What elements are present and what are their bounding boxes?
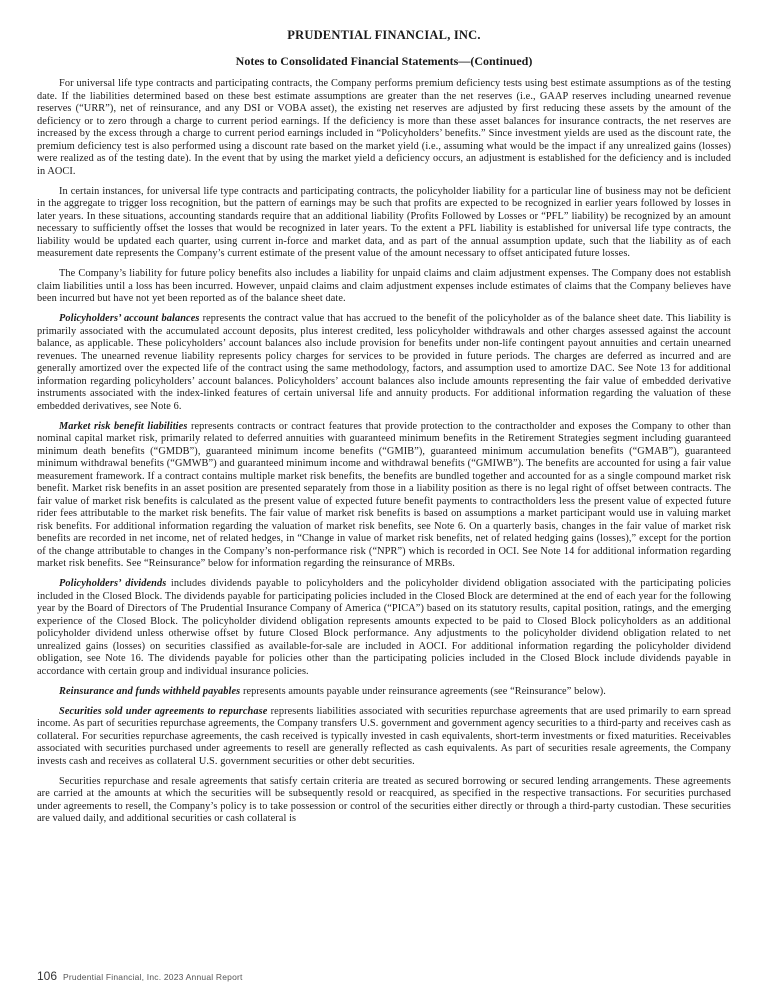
paragraph (37, 78, 731, 178)
paragraph-text: Securities repurchase and resale agreements that satisfy certain criteria are treated as secured borrowing or secured lending arrangements. These agreements are carried at the amounts at which the securities will be subsequently resold or reacquired, as specified in the respective transactions. For securities purchased under agreements to resell, the Company’s policy is to take possession or control of the securities either directly or through a third-party custodian. These securities are valued daily, and additional securities or cash collateral is (37, 775, 731, 824)
paragraph (37, 578, 731, 678)
defined-term: Policyholders’ account balances (59, 313, 200, 324)
report-name: Prudential Financial, Inc. 2023 Annual Report (63, 972, 243, 982)
defined-term: Market risk benefit liabilities (59, 420, 188, 432)
defined-term: Securities sold under agreements to repurchase (59, 705, 268, 717)
paragraph-text: includes dividends payable to policyholders and the policyholder dividend obligation associated with the participating policies included in the Closed Block. The dividends payable for participating policies included in the Closed Block are determined at the end of each year for the following year by the Board of Directors of The Prudential Insurance Company of America (“PICA”) based on its statutory results, capital position, ratings, and the emerging experience of the Closed Block. The policyholder dividend obligation represents amounts expected to be paid to Closed Block policyholders as an additional policyholder dividend unless otherwise offset by future Closed Block performance. Any adjustments to the policyholder dividend obligation related to net unrealized gains (losses) on securities classified as available-for-sale are included in AOCI. For additional information regarding the policyholder dividend obligation, see Note 16. The dividends payable for policies other than the participating policies included in the Closed Block include dividends payable in accordance with certain group and individual insurance policies. (37, 578, 732, 677)
paragraph-text: represents liabilities associated with securities repurchase agreements that are used primarily to earn spread income. As part of securities repurchase agreements, the Company transfers U.S. government and government agency securities to a third-party and receives cash as collateral. For securities repurchase agreements, the cash received is typically invested in cash equivalents, short-term investments or fixed maturities. Receivables associated with securities purchased under agreements to resell are generally reflected as cash equivalents. As part of securities resale agreements, the Company invests cash and receives as collateral U.S. government securities or other debt securities. (37, 705, 731, 767)
document-page (37, 26, 731, 833)
paragraph (37, 776, 731, 826)
paragraph-text: In certain instances, for universal life type contracts and participating contracts, the policyholder liability for a particular line of business may not be deficient in the aggregate to trigger loss recognition, but the pattern of earnings may be such that profits are expected to be recognized in earlier years followed by losses in later years. In these situations, accounting standards require that an additional liability (Profits Followed by Losses or “PFL” liability) be recognized by an amount necessary to sufficiently offset the losses that would be recognized in later years. To the extent a PFL liability is established for universal life type contracts, the liability would be updated each quarter, using current in-force and market data, and as part of the annual assumption update, such that the liability as of each measurement date represents the Company’s current estimate of the present value of the amount necessary to offset anticipated future losses. (37, 185, 731, 259)
section-title: Notes to Consolidated Financial Statements—(Continued) (235, 54, 533, 68)
paragraph-text: represents the contract value that has accrued to the benefit of the policyholder as of the balance sheet date. This liability is primarily associated with the accumulated account deposits, plus interest credited, less policyholder withdrawals and other charges assessed against the account balance, as applicable. These policyholders’ account balances also include provision for benefits under non-life contingent payout annuities and certain unearned revenues. The unearned revenue liability represents policy charges for services to be provided in future periods. The charges are deferred as incurred and are generally amortized over the expected life of the contract using the same methodology, factors, and assumption used to amortize DAC. See Note 13 for additional information regarding policyholders’ account balances. Policyholders’ account balances also include amounts representing the fair value of embedded derivative instruments associated with the index-linked features of certain universal life and annuity products. For additional information regarding the valuation of these embedded derivatives, see Note 6. (37, 313, 731, 412)
notes-body (37, 78, 731, 826)
paragraph (37, 268, 731, 306)
paragraph-text: represents contracts or contract features that provide protection to the contractholder and exposes the Company to other than nominal capital market risk, primarily related to deferred annuities with guaranteed minimum benefits in the Retirement Strategies segment including guaranteed minimum death benefits (“GMDB”), guaranteed minimum income benefits (“GMIB”), guaranteed minimum accumulation benefits (“GMAB”), guaranteed minimum withdrawal benefits (“GMWB”) and guaranteed minimum income and withdrawal benefits (“GMIWB”). The benefits are accounted for using a fair value measurement framework. If a contract contains multiple market risk benefits, the benefits are bundled together and accounted for as a single compound market risk benefit. Market risk benefits in an asset position are presented separately from those in a liability position as there is no legal right of offset between contracts. The fair value of market risk benefits is calculated as the present value of expected future benefit payments to contractholders less the present value of expected future rider fees attributable to the market risk benefits. The fair value of market risk benefits is based on assumptions a market participant would use in valuing market risk benefits. For additional information regarding the valuation of market risk benefits, see Note 6. On a quarterly basis, changes in the fair value of market risk benefits are recorded in net income, net of related hedges, in “Change in value of market risk benefits, net of related hedging gains (losses),” except for the portion of the change attributable to changes in the Company’s non-performance risk (“NPR”) which is recorded in OCI. See Note 14 for additional information regarding market risk benefits. See “Reinsurance” below for information regarding the reinsurance of MRBs. (37, 420, 731, 569)
paragraph-text: The Company’s liability for future policy benefits also includes a liability for unpaid claims and claim adjustment expenses. The Company does not establish claim liabilities until a loss has been incurred. However, unpaid claims and claim adjustment expenses include estimates of claims that the Company believes have been incurred but have not yet been reported as of the balance sheet date. (37, 268, 731, 304)
paragraph (37, 313, 731, 413)
defined-term: Policyholders’ dividends (59, 578, 167, 589)
paragraph (37, 186, 731, 261)
company-name: PRUDENTIAL FINANCIAL, INC. (287, 28, 481, 42)
paragraph-text: represents amounts payable under reinsurance agreements (see “Reinsurance” below). (240, 685, 606, 697)
page-footer (37, 968, 243, 984)
paragraph-text: For universal life type contracts and participating contracts, the Company performs premium deficiency tests using best estimate assumptions as of the testing date. If the liabilities determined based on these best estimate assumptions are greater than the net reserves (i.e., GAAP reserves including unearned revenue reserves (“URR”), net of reinsurance, and any DSI or VOBA asset), the existing net reserves are adjusted by first reducing these assets by the amount of the deficiency or to zero through a charge to current period earnings. If the deficiency is more than these asset balances for insurance contracts, the net reserves are increased by the excess through a charge to current period earnings included in “Policyholders’ benefits.” Since investment yields are used as the discount rate, the premium deficiency test is also performed using a discount rate based on the market yield (i.e., assuming what would be the impact if any unrealized gains (losses) were realized as of the testing date). In the event that by using the market yield a deficiency occurs, an adjustment is established for the deficiency and is included in AOCI. (37, 78, 731, 177)
paragraph (37, 421, 731, 571)
defined-term: Reinsurance and funds withheld payables (59, 685, 241, 697)
page-number: 106 (37, 969, 58, 983)
paragraph (37, 686, 731, 699)
paragraph (37, 706, 731, 769)
